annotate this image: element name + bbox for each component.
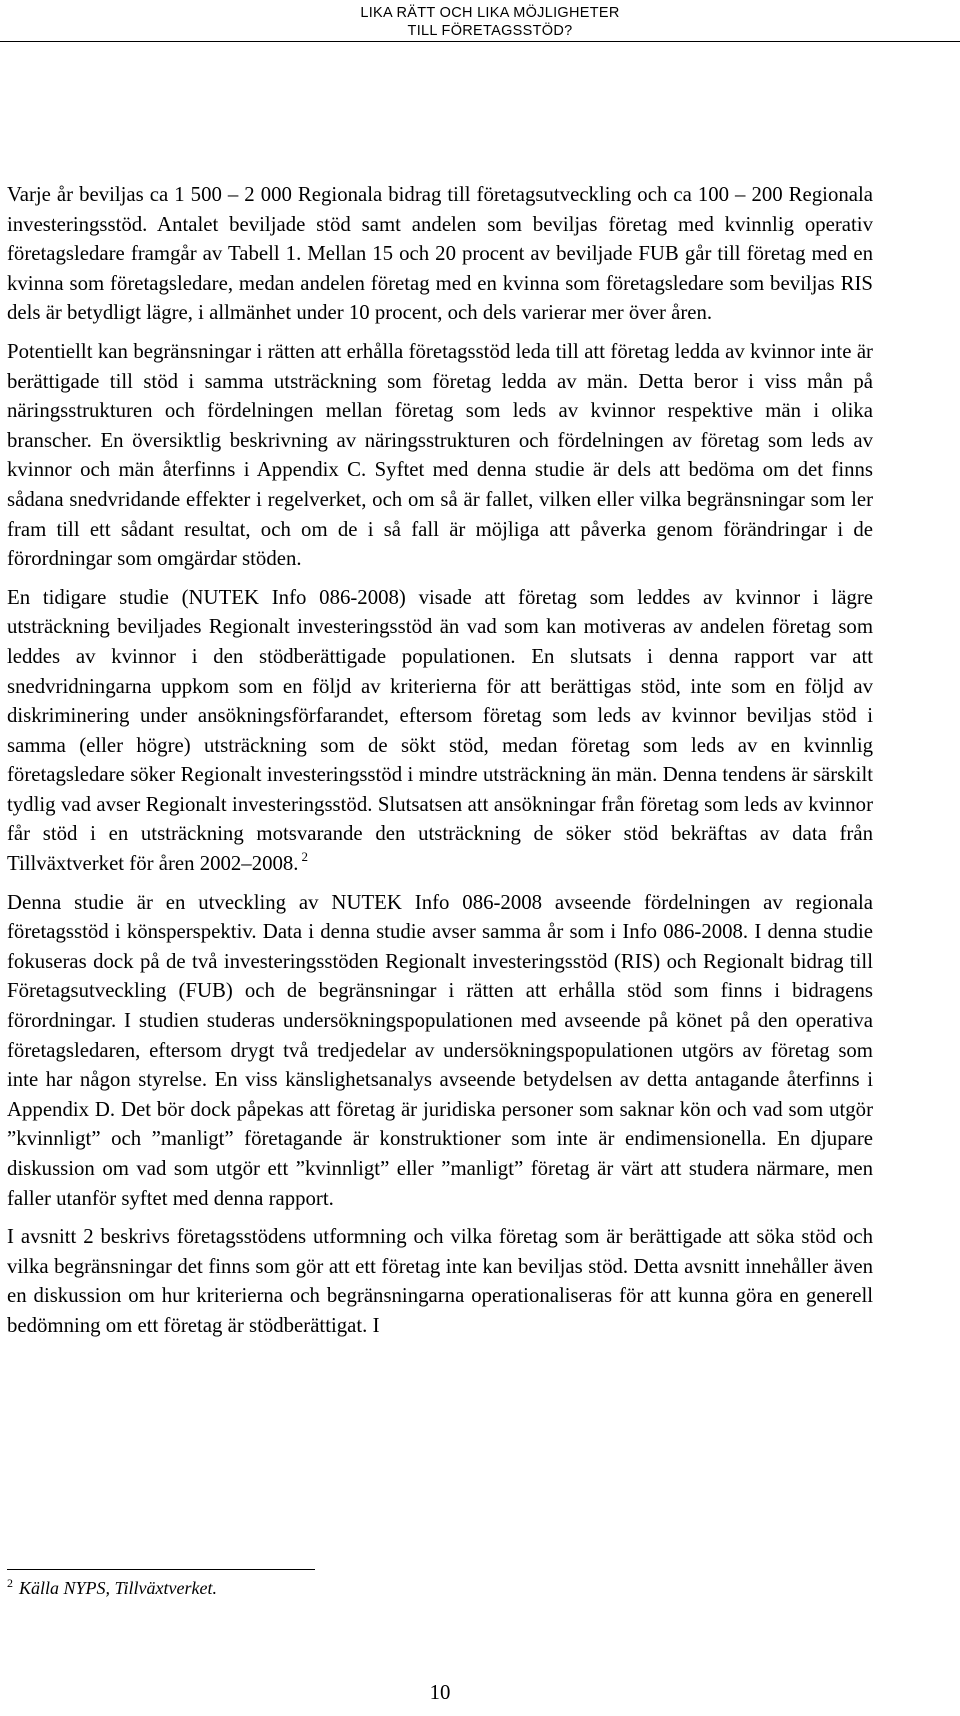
paragraph-5: I avsnitt 2 beskrivs företagsstödens utformning och vilka företag som är berättigade att söka stöd och vilka begränsningar det finns som gör att ett företag inte kan beviljas stöd. Detta avsnitt innehåller även en diskussion om hur kriterierna och begränsningarna operationaliseras för att kunna göra en generell bedömning om ett företag är stödberättigat. I xyxy=(7,1225,873,1337)
paragraph-4: Denna studie är en utveckling av NUTEK Info 086-2008 avseende fördelningen av regionala företagsstöd i könsperspektiv. Data i denna studie avser samma år som i Info 086-2008. I denna studie fokuseras dock på de två investeringsstöden Regionalt investeringsstöd (RIS) och Regionalt bidrag till Företagsutveckling (FUB) och de begränsningar i rätten att erhålla stöd som finns i bidragens förordningar. I studien studeras undersökningspopulationen med avseende på könet på den operativa företagsledaren, eftersom drygt två tredjedelar av undersökningspopulationen utgörs av företag som inte har någon styrelse. En viss känslighetsanalys avseende betydelsen av detta antagande återfinns i Appendix D. Det bör dock påpekas att företag är juridiska personer som saknar kön och vad som utgör ”kvinnligt” och ”manligt” företagande är konstruktioner som inte är endimensionella. En djupare diskussion om vad som utgör ett ”kvinnligt” eller ”manligt” företag är värt att studera närmare, men faller utanför syftet med denna rapport. xyxy=(7,890,873,1210)
page-number: 10 xyxy=(429,1681,451,1704)
footnote xyxy=(7,1577,217,1599)
footnote-number: 2 xyxy=(7,1576,13,1590)
running-header-line-2: TILL FÖRETAGSSTÖD? xyxy=(407,23,573,39)
running-header xyxy=(340,4,640,40)
body-text xyxy=(7,180,873,1350)
running-header-line-1: LIKA RÄTT OCH LIKA MÖJLIGHETER xyxy=(360,5,620,21)
footnote-reference: 2 xyxy=(301,849,308,865)
footnote-divider xyxy=(7,1569,315,1570)
paragraph-3-text: En tidigare studie (NUTEK Info 086-2008) visade att företag som leddes av kvinnor i lägre utsträckning beviljades Regionalt investeringsstöd än vad som kan motiveras av andelen företag som leddes av kvinnor i den stödberättigade populationen. En slutsats i denna rapport var att snedvridningarna uppkom som en följd av kriterierna för att berättigas stöd, inte som en följd av diskriminering under ansökningsförfarandet, eftersom företag som leds av kvinnor beviljas stöd i samma (eller högre) utsträckning som de sökt stöd, medan företag som leds av en kvinnlig företagsledare söker Regionalt investeringsstöd i mindre utsträckning än män. Denna tendens är särskilt tydlig vad avser Regionalt investeringsstöd. Slutsatsen att ansökningar från företag som leds av kvinnor får stöd i en utsträckning motsvarande den utsträckning de söker stöd bekräftas av data från Tillväxtverket för åren 2002–2008. xyxy=(7,585,873,876)
footnote-text: Källa NYPS, Tillväxtverket. xyxy=(19,1578,217,1598)
paragraph-1: Varje år beviljas ca 1 500 – 2 000 Regionala bidrag till företagsutveckling och ca 100 – 200 Regionala investeringsstöd. Antalet beviljade stöd samt andelen som beviljas företag med kvinnlig operativ företagsledare framgår av Tabell 1. Mellan 15 och 20 procent av beviljade FUB går till företag med en kvinna som företagsledare, medan andelen företag med en kvinna som företagsledare som beviljas RIS dels är betydligt lägre, i allmänhet under 10 procent, och dels varierar mer över åren. xyxy=(7,183,873,325)
paragraph-2: Potentiellt kan begränsningar i rätten att erhålla företagsstöd leda till att företag ledda av kvinnor inte är berättigade till stöd i samma utsträckning som företag ledda av män. Detta beror i viss mån på näringsstrukturen och fördelningen mellan företag som leds av kvinnor respektive män i olika branscher. En översiktlig beskrivning av näringsstrukturen och fördelningen av företag som leds av kvinnor och män återfinns i Appendix C. Syftet med denna studie är dels att bedöma om det finns sådana snedvridande effekter i regelverket, och om så är fallet, vilken eller vilka begränsningar som ler fram till ett sådant resultat, och om de i så fall är möjliga att påverka genom förändringar i de förordningar som omgärdar stöden. xyxy=(7,339,873,571)
paragraph-3 xyxy=(7,583,873,879)
header-divider xyxy=(0,41,960,42)
